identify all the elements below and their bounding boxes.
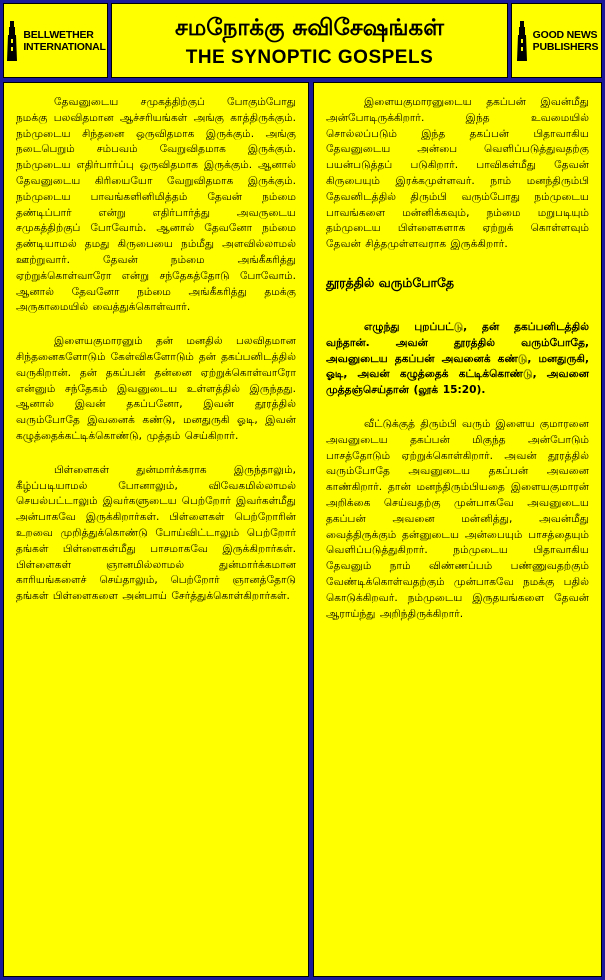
title-box [111, 3, 508, 78]
logo-right-line2: PUBLISHERS [532, 40, 599, 53]
logo-right-line1: GOOD NEWS [532, 28, 598, 41]
section-heading: தூரத்தில் வரும்போதே [326, 274, 455, 290]
good-news-logo [511, 3, 602, 78]
logo-left-line1: BELLWETHER [23, 28, 94, 41]
tower-icon [5, 21, 19, 61]
right-column [313, 82, 602, 977]
bible-verse: எழுந்து புறப்பட்டு, தன் தகப்பனிடத்தில் வந்தான். அவன் தூரத்தில் வரும்போதே, அவனுடைய தகப்பன் அவனைக் கண்டு, மனதுருகி, ஓடி, அவன் கழுத்தைக் கட்டிக்கொண்டு, அவனை முத்தஞ்செய்தான் (லூக் 15:20). [326, 320, 589, 397]
page-title-tamil: சமநோக்கு சுவிசேஷங்கள் [175, 14, 444, 41]
page-title-english: THE SYNOPTIC GOSPELS [185, 46, 434, 68]
left-paragraph-2: இளையகுமாரனும் தன் மனதில் பலவிதமான சிந்தனைகளோடும் கேள்விகளோடும் தன் தகப்பனிடத்தில் வருகிறான். தன் தகப்பன் தன்னை ஏற்றுக்கொள்வாரோ என்னும் சந்தேகம் இவனுடைய உள்ளத்தில் இருந்தது. ஆனால் இவன் தகப்பனோ, இவன் தூரத்தில் வரும்போதே இவனைக் கண்டு, மனதுருகி ஓடி, இவன் கழுத்தைக்கட்டிக்கொண்டு, முத்தம் செய்கிறார். [16, 335, 296, 442]
left-column [3, 82, 309, 977]
logo-left-line2: INTERNATIONAL [23, 40, 106, 53]
tower-icon [515, 21, 529, 61]
bellwether-logo [3, 3, 108, 78]
left-paragraph-1: தேவனுடைய சமுகத்திற்குப் போகும்போது நமக்கு பலவிதமான ஆச்சரியங்கள் அங்கு காத்திருக்கும். நம்முடைய சிந்தனை ஒருவிதமாக இருக்கும். அங்கு நடைபெறும் சம்பவம் வேறுவிதமாக இருக்கும். நம்முடைய எதிர்பார்ப்பு ஒருவிதமாக இருக்கும். ஆனால் தேவனுடைய கிரியையோ வேறுவிதமாக இருக்கும். நம்முடைய பாவங்களினிமித்தம் தேவன் நம்மை தண்டிப்பார் என்று எதிர்பார்த்து அவருடைய சமுகத்திற்குப் போவோம். ஆனால் தேவனோ நம்மை தண்டியாமல் தமது கிருபையை நம்மீது அளவில்லாமல் ஊற்றுவார். தேவன் நம்மை அங்கீகரித்து ஏற்றுக்கொள்வாரோ என்று சந்தேகத்தோடு போவோம். ஆனால் தேவனோ நம்மை அங்கீகரித்து தமக்கு அருகாமையில் வைத்துக்கொள்வார். [16, 96, 296, 314]
right-paragraph-2: வீட்டுக்குத் திரும்பி வரும் இளைய குமாரனை அவனுடைய தகப்பன் மிகுந்த அன்போடும் பாசத்தோடும் ஏற்றுக்கொள்கிறார். அவன் தூரத்தில் வரும்போதே அவனுடைய தகப்பன் அவனை காண்கிறார். தான் மனந்திரும்பியதை இளையகுமாரன் அறிக்கை செய்வதற்கு முன்பாகவே அவனுடைய தகப்பன் அவனை மன்னித்து, அவன்மீது வைத்திருக்கும் தன்னுடைய அன்பையும் பாசத்தையும் வெளிப்படுத்துகிறார். நம்முடைய பிதாவாகிய தேவனும் நாம் விண்ணப்பம் பண்ணுவதற்கும் வேண்டிக்கொள்வதற்கும் முன்பாகவே நமக்கு பதில் கொடுக்கிறவர். நம்முடைய இருதயங்களை தேவன் ஆராய்ந்து அறிந்திருக்கிறார். [326, 417, 589, 620]
right-paragraph-1: இளையகுமாரனுடைய தகப்பன் இவன்மீது அன்போடிருக்கிறார். இந்த உவமையில் சொல்லப்படும் இந்த தகப்பன் பிதாவாகிய தேவனுடைய அன்பை வெளிப்படுத்துவதற்கு பயன்படுத்தப் படுகிறார். பாவிகள்மீது தேவன் கிருபையும் இரக்கமுள்ளவர். நாம் மனந்திரும்பி தேவனிடத்தில் திரும்பி வரும்போது நம்முடைய பாவங்களை மன்னிக்கவும், நம்மை மறுபடியும் தம்முடைய பிள்ளைகளாக ஏற்றுக் கொள்ளவும் தேவன் சித்தமுள்ளவராக இருக்கிறார். [326, 96, 589, 251]
left-paragraph-3: பிள்ளைகள் துன்மார்க்கராக இருந்தாலும், கீழ்ப்படியாமல் போனாலும், விவேகமில்லாமல் செயல்பட்டாலும் இவர்களுடைய பெற்றோர் இவர்கள்மீது அன்பாகவே இருக்கிறார்கள். பிள்ளைகள் பெற்றோரின் உறவை முறித்துக்கொண்டு போய்விட்டாலும் பெற்றோர் தங்கள் பிள்ளைகள்மீது பாசமாகவே இருக்கிறார்கள். பிள்ளைகள் ஞானமில்லாமல் துன்மார்க்கமான காரியங்களைச் செய்தாலும், பெற்றோர் ஞானத்தோடு தங்கள் பிள்ளைகளை அன்பாய் சேர்த்துக்கொள்கிறார்கள். [16, 463, 296, 603]
header [3, 3, 602, 78]
